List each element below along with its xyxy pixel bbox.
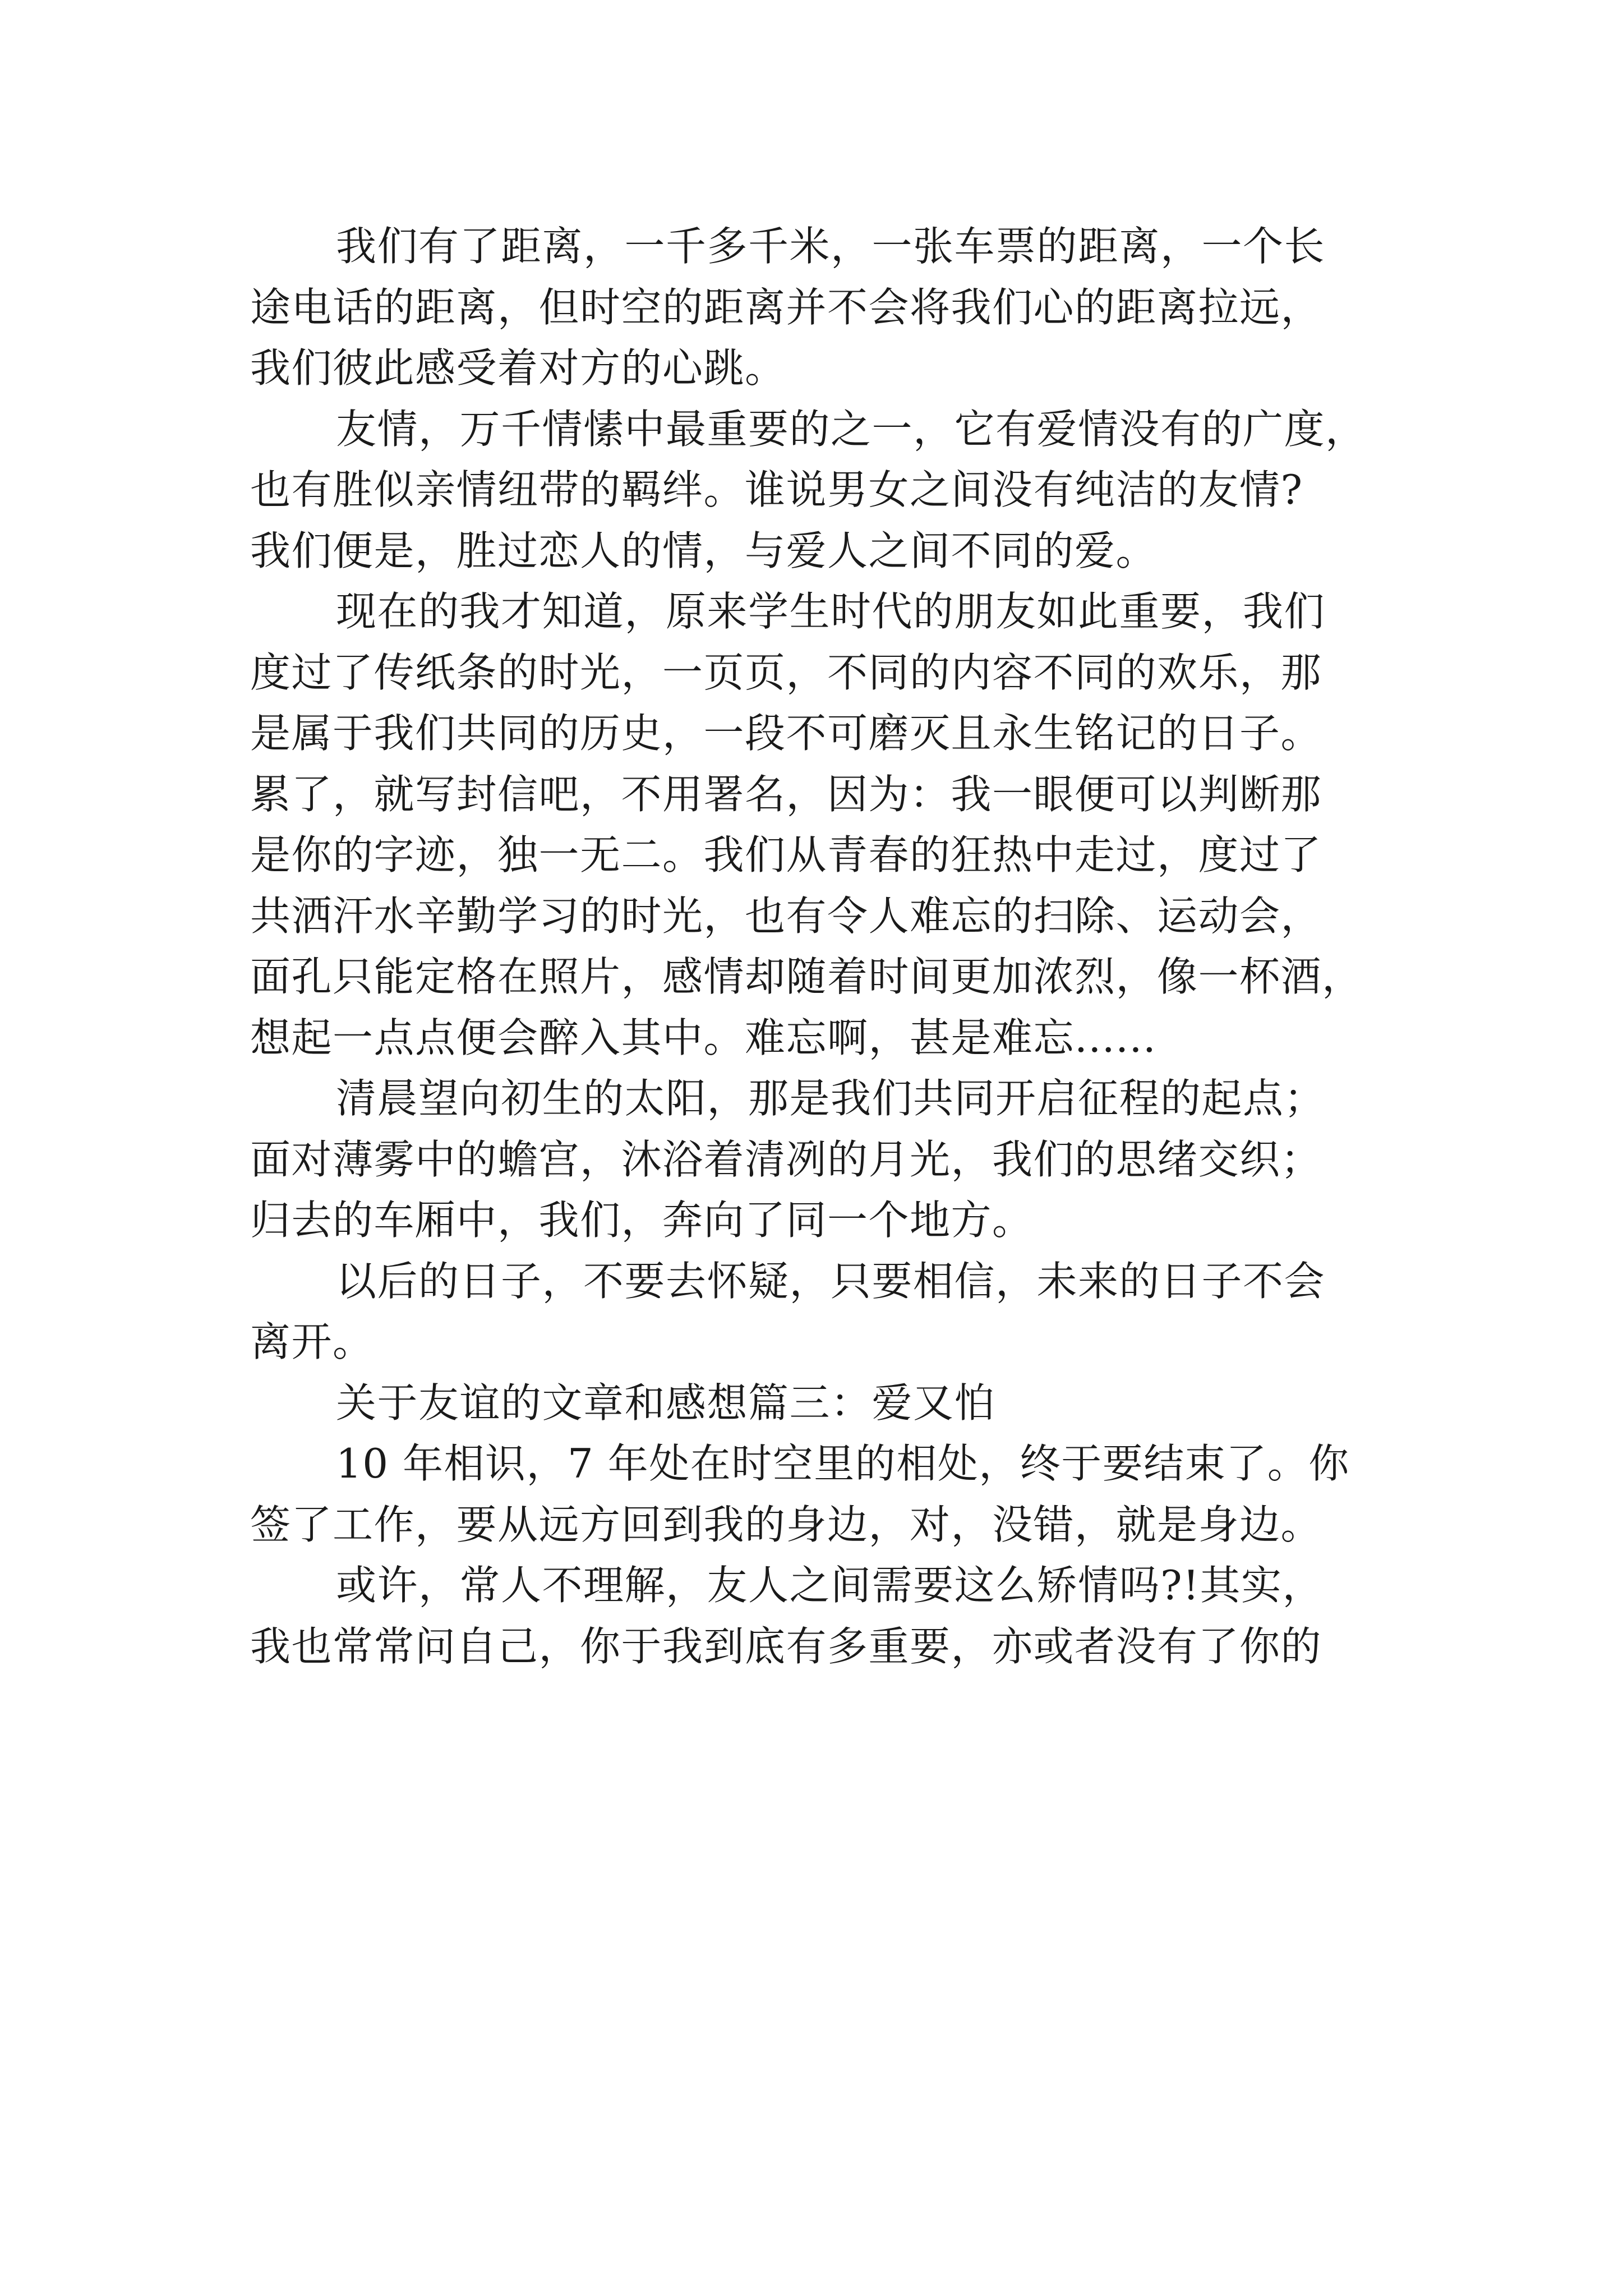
text-line: 我们便是，胜过恋人的情，与爱人之间不同的爱。 (250, 527, 1158, 574)
text-line: 共洒汗水辛勤学习的时光，也有令人难忘的扫除、运动会， (250, 892, 1322, 940)
text-line: 面对薄雾中的蟾宫，沐浴着清冽的月光，我们的思绪交织； (250, 1135, 1322, 1183)
text-line: 签了工作，要从远方回到我的身边，对，没错，就是身边。 (250, 1501, 1322, 1548)
text-line: 想起一点点便会醉入其中。难忘啊，甚是难忘...... (250, 1014, 1157, 1061)
text-line: 我们有了距离，一千多千米，一张车票的距离，一个长 (336, 223, 1326, 270)
text-line: 我们彼此感受着对方的心跳。 (250, 344, 786, 392)
text-line: 也有胜似亲情纽带的羁绊。谁说男女之间没有纯洁的友情? (250, 466, 1303, 513)
text-line: 途电话的距离，但时空的距离并不会将我们心的距离拉远， (250, 283, 1322, 331)
text-line: 是属于我们共同的历史，一段不可磨灭且永生铭记的日子。 (250, 710, 1322, 757)
text-line: 是你的字迹，独一无二。我们从青春的狂热中走过，度过了 (250, 831, 1322, 878)
section-heading: 关于友谊的文章和感想篇三：爱又怕 (336, 1379, 996, 1427)
body-text (250, 216, 1389, 1677)
text-line: 度过了传纸条的时光，一页页，不同的内容不同的欢乐，那 (250, 648, 1322, 696)
text-line: 面孔只能定格在照片，感情却随着时间更加浓烈，像一杯酒， (250, 953, 1363, 1000)
text-line: 以后的日子，不要去怀疑，只要相信，未来的日子不会 (336, 1257, 1326, 1305)
text-line: 或许，常人不理解，友人之间需要这么矫情吗?!其实， (336, 1562, 1324, 1609)
text-line: 归去的车厢中，我们，奔向了同一个地方。 (250, 1197, 1034, 1244)
text-line: 离开。 (250, 1318, 374, 1365)
text-line: 10 年相识，7 年处在时空里的相处，终于要结束了。你 (336, 1440, 1350, 1487)
text-line: 友情，万千情愫中最重要的之一，它有爱情没有的广度， (336, 405, 1367, 453)
text-line: 清晨望向初生的太阳，那是我们共同开启征程的起点； (336, 1075, 1326, 1122)
text-line: 现在的我才知道，原来学生时代的朋友如此重要，我们 (336, 588, 1326, 635)
text-line: 我也常常问自己，你于我到底有多重要，亦或者没有了你的 (250, 1622, 1322, 1670)
text-line: 累了，就写封信吧，不用署名，因为：我一眼便可以判断那 (250, 770, 1322, 818)
